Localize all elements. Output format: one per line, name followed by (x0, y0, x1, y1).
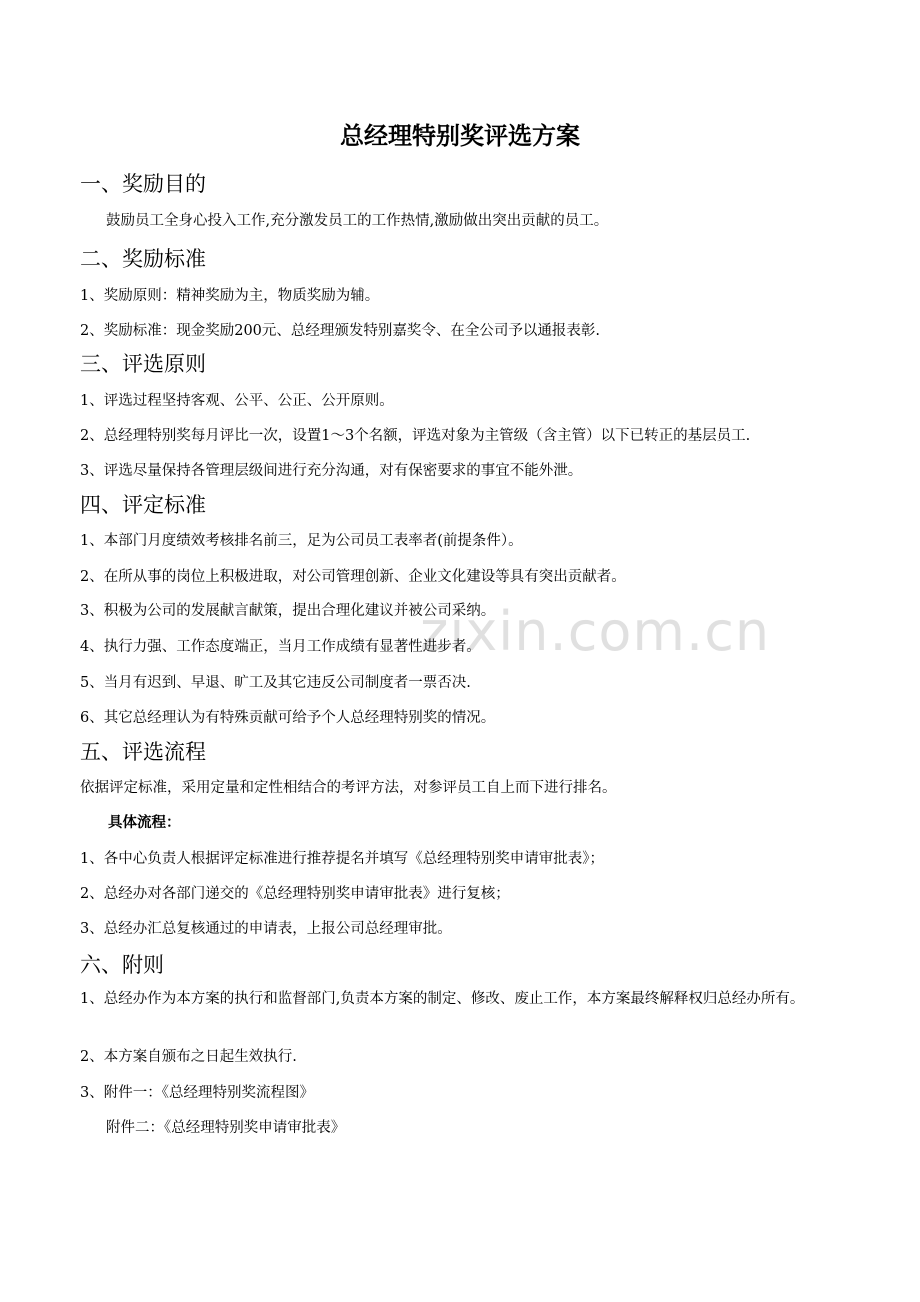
watermark: zixin.com.cn (420, 600, 771, 663)
section-heading-principles: 三、评选原则 (80, 352, 206, 376)
process-step: 1、各中心负责人根据评定标准进行推荐提名并填写《总经理特别奖申请审批表》； (80, 851, 604, 867)
section-heading-process: 五、评选流程 (80, 740, 206, 764)
section-heading-appendix: 六、附则 (80, 953, 164, 977)
paragraph: 1、奖励原则：精神奖励为主，物质奖励为辅。 (80, 288, 380, 304)
paragraph: 3、评选尽量保持各管理层级间进行充分沟通，对有保密要求的事宜不能外泄。 (80, 463, 583, 479)
paragraph: 1、本部门月度绩效考核排名前三，足为公司员工表率者(前提条件）。 (80, 533, 523, 549)
paragraph: 3、附件一：《总经理特别奖流程图》 (80, 1085, 314, 1101)
paragraph: 1、评选过程坚持客观、公平、公正、公开原则。 (80, 393, 394, 409)
paragraph: 4、执行力强、工作态度端正，当月工作成绩有显著性进步者。 (80, 639, 481, 655)
paragraph: 5、当月有迟到、早退、旷工及其它违反公司制度者一票否决. (80, 675, 471, 691)
process-step: 3、总经办汇总复核通过的申请表，上报公司总经理审批。 (80, 921, 452, 937)
paragraph: 6、其它总经理认为有特殊贡献可给予个人总经理特别奖的情况。 (80, 710, 496, 726)
paragraph: 1、总经办作为本方案的执行和监督部门,负责本方案的制定、修改、废止工作，本方案最终解释权归总经办所有。 (80, 991, 805, 1007)
paragraph: 2、奖励标准：现金奖励200元、总经理颁发特别嘉奖令、在全公司予以通报表彰. (80, 323, 601, 339)
paragraph: 依据评定标准，采用定量和定性相结合的考评方法，对参评员工自上而下进行排名。 (80, 780, 617, 796)
paragraph: 鼓励员工全身心投入工作,充分激发员工的工作热情,激励做出突出贡献的员工。 (106, 213, 609, 229)
document-title: 总经理特别奖评选方案 (340, 122, 580, 150)
paragraph: 2、在所从事的岗位上积极进取，对公司管理创新、企业文化建设等具有突出贡献者。 (80, 569, 626, 585)
paragraph: 2、总经理特别奖每月评比一次，设置1～3个名额，评选对象为主管级（含主管）以下已转正的基层员工. (80, 428, 751, 444)
attachment-line: 附件二：《总经理特别奖申请审批表》 (106, 1120, 346, 1136)
section-heading-criteria: 四、评定标准 (80, 493, 206, 517)
section-heading-purpose: 一、奖励目的 (80, 172, 206, 196)
section-heading-standard: 二、奖励标准 (80, 247, 206, 271)
paragraph: 3、积极为公司的发展献言献策，提出合理化建议并被公司采纳。 (80, 603, 496, 619)
paragraph: 2、本方案自颁布之日起生效执行. (80, 1049, 297, 1065)
process-step: 2、总经办对各部门递交的《总经理特别奖申请审批表》进行复核； (80, 886, 510, 902)
process-subheading: 具体流程： (108, 815, 181, 831)
